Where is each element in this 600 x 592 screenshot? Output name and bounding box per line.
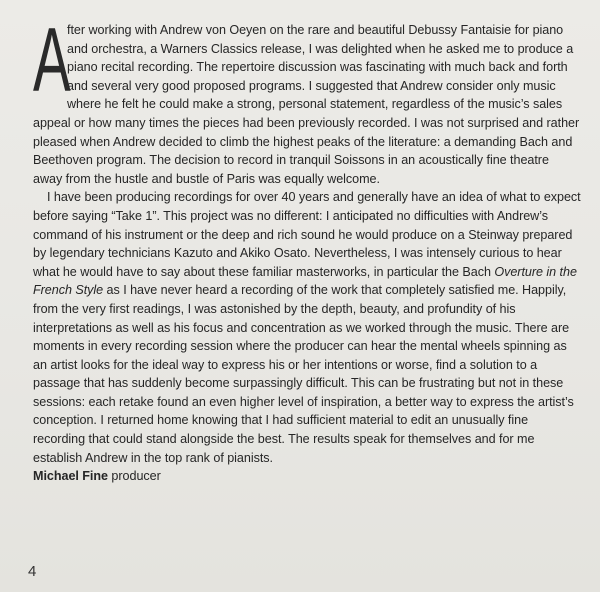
paragraph-1-text: fter working with Andrew von Oeyen on the rare and beautiful Debussy Fantaisie for piano and orchestra, a Warners Classics release, I was delighted when he asked me to produce a piano recital recording. The repertoire discussion was fascinating with much back and forth and several very good proposed programs. I suggested that Andrew consider only music where he felt he could make a strong, personal statement, regardless of the music’s sales appeal or how many times the pieces had been previously recorded. I was not surprised and rather pleased when Andrew decided to climb the highest peaks of the literature: a demanding Bach and Beethoven program. The decision to record in tranquil Soissons in an acoustically fine theatre away from the hustle and bustle of Paris was equally welcome. (33, 23, 580, 186)
paragraph-1 (33, 10, 581, 188)
page-number: 4 (28, 563, 37, 580)
work-title: Overture in the French Style (33, 264, 577, 298)
paragraph-2-text-end: as I have never heard a recording of the work that completely satisfied me. Happily, from the very first readings, I was astonished by the depth, beauty, and profundity of his interpretations as well as his focus and concentration as we worked through the music. There are moments in every recording session where the producer can hear the mental wheels spinning as an artist looks for the ideal way to express his or her intentions or worse, find a solution to a passage that has suddenly become surpassingly difficult. This can be frustrating but not in these sessions: each retake found an even higher level of inspiration, a better way to express the artist’s conception. I returned home knowing that I had sufficient material to edit an unusually fine recording that could stand alongside the best. The results speak for themselves and for me establish Andrew in the top rank of pianists. (33, 283, 574, 465)
signature-role: producer (107, 469, 161, 484)
paragraph-2-text-start: I have been producing recordings for over 40 years and generally have an idea of what to expect before saying “Take 1”. This project was no different: I anticipated no difficulties with Andrew’s command of his instrument or the deep and rich sound he would produce on a Steinway prepared by legendary technicians Kazuto and Akiko Osato. Nevertheless, I was intensely curious to hear what he would have to say about these familiar masterworks, in particular the Bach (33, 190, 581, 279)
dropcap-letter: A (33, 10, 71, 111)
signature (33, 467, 581, 486)
article-body (33, 10, 581, 486)
paragraph-2 (33, 188, 581, 467)
signature-name: Michael Fine (33, 469, 108, 484)
